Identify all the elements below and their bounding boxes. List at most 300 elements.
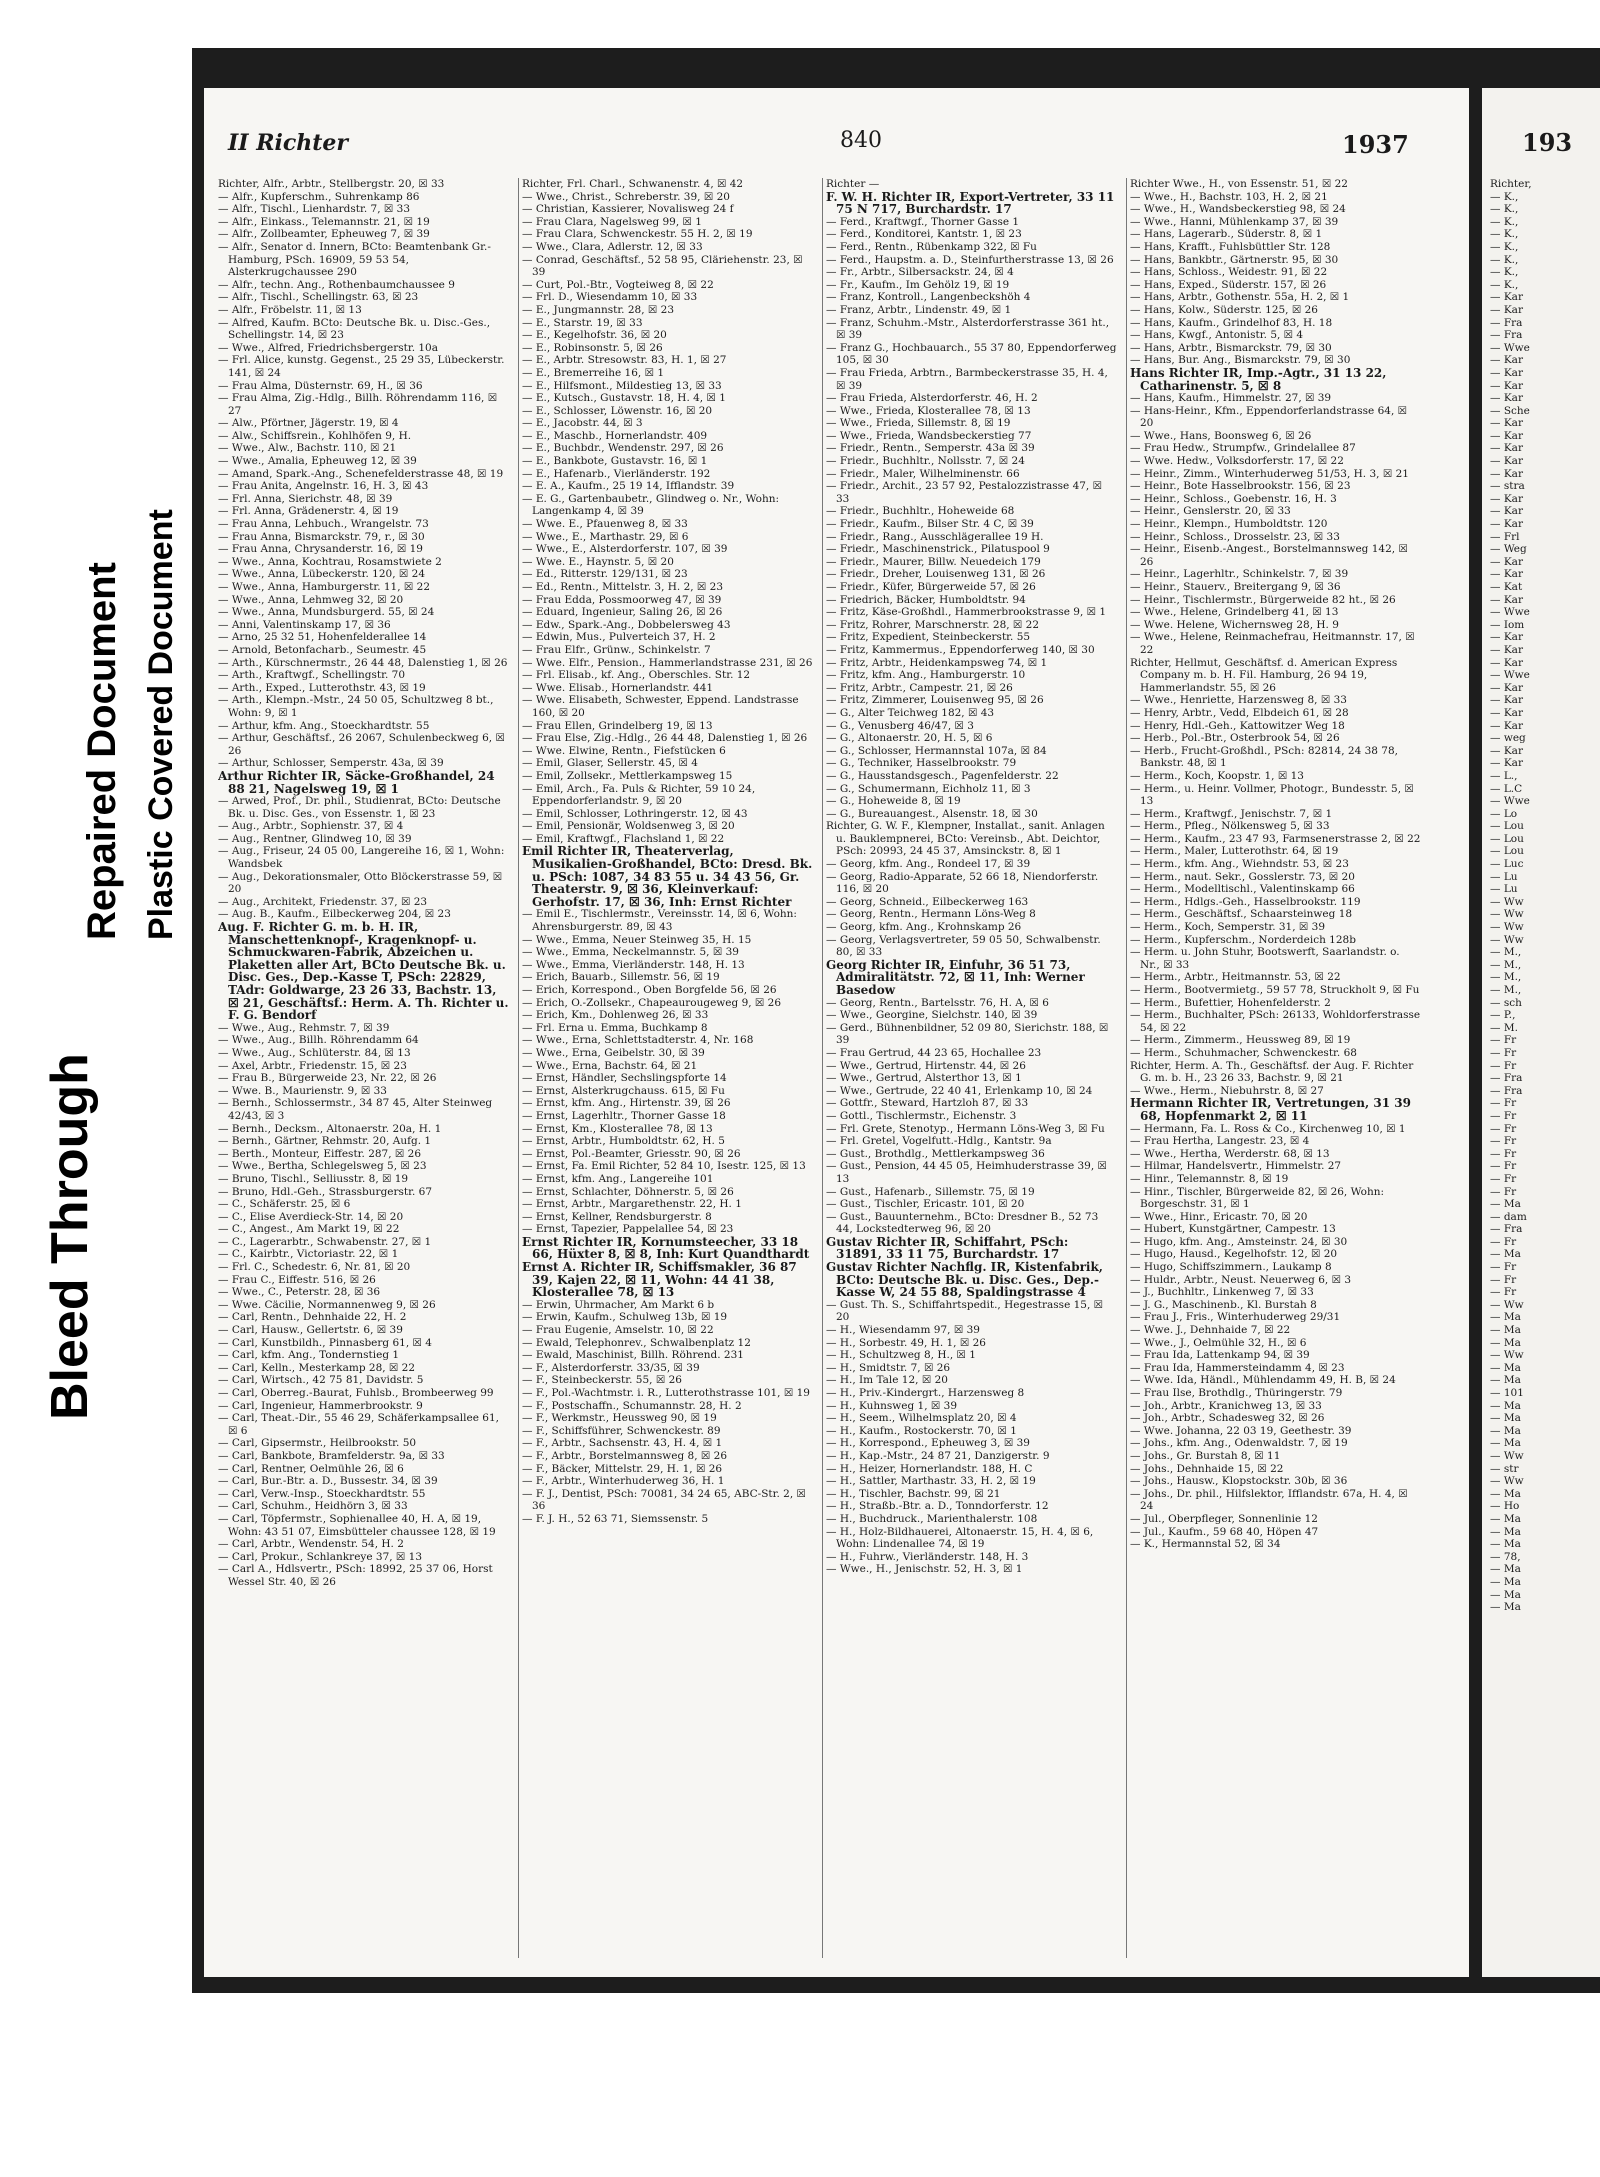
directory-entry: — Wwe. Ida, Händl., Mühlendamm 49, H. B, ☒ 24 bbox=[1130, 1374, 1396, 1387]
directory-entry: — Carl, Hausw., Gellertstr. 6, ☒ 39 bbox=[218, 1324, 403, 1337]
directory-entry: — Heinr., Schloss., Goebenstr. 16, H. 3 bbox=[1130, 492, 1337, 505]
directory-entry: — Emil, Kraftwgf., Flachsland 1, ☒ 22 bbox=[522, 832, 725, 845]
directory-entry: — Herm., Zimmerm., Heussweg 89, ☒ 19 bbox=[1130, 1034, 1351, 1047]
directory-entry: — Carl, Kunstbildh., Pinnasberg 61, ☒ 4 bbox=[218, 1336, 432, 1349]
directory-entry: — Arwed, Prof., Dr. phil., Studienrat, BCto: Deutsche Bk. u. Disc. Ges., von Essenstr. 1, ☒ 23 bbox=[218, 795, 501, 820]
directory-entry: — Frau C., Eiffestr. 516, ☒ 26 bbox=[218, 1273, 376, 1286]
next-page-fragment: — Ww bbox=[1490, 933, 1524, 946]
directory-entry: — Arth., Exped., Lutterothstr. 43, ☒ 19 bbox=[218, 681, 426, 694]
directory-entry: — Ernst, Arbtr., Margarethenstr. 22, H. 1 bbox=[522, 1198, 742, 1211]
directory-entry: — Hans, Kaufm., Grindelhof 83, H. 18 bbox=[1130, 316, 1333, 329]
directory-entry: — Carl, Kelln., Mesterkamp 28, ☒ 22 bbox=[218, 1361, 416, 1374]
next-page-fragment: — K., bbox=[1490, 278, 1519, 291]
next-page-fragment: — Kar bbox=[1490, 744, 1523, 757]
directory-entry: — Curt, Pol.-Btr., Vogteiweg 8, ☒ 22 bbox=[522, 278, 714, 291]
directory-entry: Arthur Richter IR, Säcke-Großhandel, 24 88 21, Nagelsweg 19, ☒ 1 bbox=[218, 768, 495, 796]
plastic-covered-label: Plastic Covered Document bbox=[142, 509, 180, 940]
directory-entry: — Wwe., Gertrud, Alsterthor 13, ☒ 1 bbox=[826, 1072, 1022, 1085]
directory-entry: — Conrad, Geschäftsf., 52 58 95, Cläriehenstr. 23, ☒ 39 bbox=[522, 253, 803, 279]
directory-entry: — Wwe., Hinr., Ericastr. 70, ☒ 20 bbox=[1130, 1210, 1308, 1223]
directory-entry: — Wwe. J., Dehnhaide 7, ☒ 22 bbox=[1130, 1324, 1291, 1337]
directory-entry: — Frau Else, Zig.-Hdlg., 26 44 48, Dalenstieg 1, ☒ 26 bbox=[522, 732, 808, 745]
next-page-fragment: — Fr bbox=[1490, 1135, 1517, 1148]
directory-entry: — Herm., Buchhalter, PSch: 26133, Wohldorferstrasse 54, ☒ 22 bbox=[1130, 1009, 1421, 1034]
next-page-fragment: — Fra bbox=[1490, 1223, 1523, 1236]
directory-entry: — Hans, Exped., Süderstr. 157, ☒ 26 bbox=[1130, 278, 1327, 291]
directory-entry: — Frau Gertrud, 44 23 65, Hochallee 23 bbox=[826, 1046, 1042, 1059]
next-page-fragment: — Kar bbox=[1490, 706, 1523, 719]
next-page-fragment: — Fr bbox=[1490, 1122, 1517, 1135]
next-page-fragment: — Ww bbox=[1490, 908, 1524, 921]
directory-entry: — Carl, Prokur., Schlankreye 37, ☒ 13 bbox=[218, 1550, 423, 1563]
directory-entry: — Wwe., Gertrud, Hirtenstr. 44, ☒ 26 bbox=[826, 1059, 1026, 1072]
directory-entry: — Wwe., Emma, Neuer Steinweg 35, H. 15 bbox=[522, 933, 752, 946]
directory-entry: — Ernst, Händler, Sechslingspforte 14 bbox=[522, 1072, 727, 1085]
directory-entry: — Hermann, Fa. L. Ross & Co., Kirchenweg 10, ☒ 1 bbox=[1130, 1122, 1406, 1135]
directory-entry: — Alw., Pförtner, Jägerstr. 19, ☒ 4 bbox=[218, 417, 399, 430]
page-year: 1937 bbox=[1342, 130, 1409, 159]
next-page-fragment: — Kar bbox=[1490, 643, 1523, 656]
directory-entry: — H., Im Tale 12, ☒ 20 bbox=[826, 1374, 948, 1387]
directory-entry: — H., Korrespond., Epheuweg 3, ☒ 39 bbox=[826, 1437, 1030, 1450]
directory-entry: — Hugo, kfm. Ang., Amsteinstr. 24, ☒ 30 bbox=[1130, 1235, 1348, 1248]
directory-entry: — H., Holz-Bildhauerei, Altonaerstr. 15, H. 4, ☒ 6, Wohn: Lindenallee 74, ☒ 19 bbox=[826, 1525, 1094, 1551]
next-page-fragment: — Ma bbox=[1490, 1311, 1521, 1324]
directory-entry: — Heinr., Bote Hasselbrookstr. 156, ☒ 23 bbox=[1130, 480, 1351, 493]
directory-entry: — Johs., Dr. phil., Hilfslektor, Ifflandstr. 67a, H. 4, ☒ 24 bbox=[1130, 1487, 1408, 1513]
directory-entry: Gustav Richter Nachflg. IR, Kistenfabrik, BCto: Deutsche Bk. u. Disc. Ges., Dep.-Kasse W, 24 55 88, Spaldingstrasse 4 bbox=[826, 1260, 1103, 1300]
directory-entry: — H., Priv.-Kindergrt., Harzensweg 8 bbox=[826, 1387, 1025, 1399]
directory-entry: — Wwe., Hans, Boonsweg 6, ☒ 26 bbox=[1130, 429, 1312, 442]
column-divider bbox=[822, 178, 823, 1958]
next-page-fragment: — Ma bbox=[1490, 1248, 1521, 1261]
directory-entry: — Wwe., Bertha, Schlegelsweg 5, ☒ 23 bbox=[218, 1160, 427, 1173]
directory-entry: — Gust., Bauunternehm., BCto: Dresdner B., 52 73 44, Lockstedterweg 96, ☒ 20 bbox=[826, 1210, 1099, 1236]
directory-entry: — Hans, Lagerarb., Süderstr. 8, ☒ 1 bbox=[1130, 228, 1323, 241]
directory-entry: — Frl. Gretel, Vogelfutt.-Hdlg., Kantstr. 9a bbox=[826, 1135, 1052, 1148]
directory-entry: — Erich, Bauarb., Sillemstr. 56, ☒ 19 bbox=[522, 971, 720, 984]
directory-entry: — G., Bureauangest., Alsenstr. 18, ☒ 30 bbox=[826, 807, 1038, 820]
directory-entry: — K., Hermannstal 52, ☒ 34 bbox=[1130, 1538, 1281, 1551]
next-page-fragment: — Fr bbox=[1490, 1034, 1517, 1047]
next-page-fragment: — stra bbox=[1490, 480, 1525, 493]
next-page-fragment: — Ma bbox=[1490, 1324, 1521, 1337]
next-page-fragment: — Ww bbox=[1490, 895, 1524, 908]
directory-entry: — Erich, Km., Dohlenweg 26, ☒ 33 bbox=[522, 1009, 709, 1022]
next-page-fragments bbox=[1490, 178, 1600, 1614]
directory-entry: — Frau Hedw., Strumpfw., Grindelallee 87 bbox=[1130, 442, 1356, 455]
next-page-fragment: — Ma bbox=[1490, 1374, 1521, 1387]
directory-entry: — Joh., Arbtr., Schadesweg 32, ☒ 26 bbox=[1130, 1412, 1325, 1425]
column-divider bbox=[1126, 178, 1127, 1958]
directory-entry: — Hans, Bur. Ang., Bismarckstr. 79, ☒ 30 bbox=[1130, 354, 1351, 367]
next-page-fragment: — Kar bbox=[1490, 492, 1523, 505]
directory-entry: — Heinr., Lagerhltr., Schinkelstr. 7, ☒ 39 bbox=[1130, 568, 1349, 581]
directory-entry: — Henry, Arbtr., Vedd, Elbdeich 61, ☒ 28 bbox=[1130, 706, 1349, 719]
next-page-fragment: — Fr bbox=[1490, 1109, 1517, 1122]
directory-entry: — H., Sattler, Marthastr. 33, H. 2, ☒ 19 bbox=[826, 1475, 1036, 1488]
directory-entry: — H., Fuhrw., Vierländerstr. 148, H. 3 bbox=[826, 1550, 1029, 1563]
next-page-fragment: — Kar bbox=[1490, 631, 1523, 644]
directory-entry: — Herm., kfm. Ang., Wiehndstr. 53, ☒ 23 bbox=[1130, 858, 1349, 871]
directory-entry: — Frau Frieda, Arbtrn., Barmbeckerstrasse 35, H. 4, ☒ 39 bbox=[826, 366, 1108, 392]
next-page-fragment: — Kar bbox=[1490, 392, 1523, 405]
directory-entry: — Hans, Krafft., Fuhlsbüttler Str. 128 bbox=[1130, 240, 1331, 253]
directory-entry: — Wwe., Alfred, Friedrichsbergerstr. 10a bbox=[218, 341, 438, 354]
directory-entry: — Wwe., Frieda, Wandsbeckerstieg 77 bbox=[826, 429, 1032, 442]
directory-entry: — Wwe., E., Alsterdorferstr. 107, ☒ 39 bbox=[522, 543, 728, 556]
directory-entry: — Frau Ilse, Brothdlg., Thüringerstr. 79 bbox=[1130, 1387, 1343, 1399]
directory-entry: — Heinr., Eisenb.-Angest., Borstelmannsweg 142, ☒ 26 bbox=[1130, 543, 1408, 568]
next-page-fragment: — dam bbox=[1490, 1210, 1527, 1223]
directory-entry: — Arno, 25 32 51, Hohenfelderallee 14 bbox=[218, 631, 427, 644]
directory-entry: — Herm., u. Heinr. Vollmer, Photogr., Bundesstr. 5, ☒ 13 bbox=[1130, 782, 1414, 808]
next-page-fragment: — Kat bbox=[1490, 581, 1523, 593]
directory-entry: — Georg, Radio-Apparate, 52 66 18, Niendorferstr. 116, ☒ 20 bbox=[826, 870, 1099, 896]
next-page-fragment: — Kar bbox=[1490, 681, 1523, 694]
directory-entry: — Alfr., Kupferschm., Suhrenkamp 86 bbox=[218, 190, 420, 203]
directory-entry: — Gottfr., Steward, Hartzloh 87, ☒ 33 bbox=[826, 1097, 1029, 1110]
next-page-fragment: — Kar bbox=[1490, 518, 1523, 531]
directory-entry: — Georg, Rentn., Bartelsstr. 76, H. A, ☒ 6 bbox=[826, 996, 1049, 1009]
next-page-fragment: — Ma bbox=[1490, 1538, 1521, 1551]
next-page-fragment: — Ma bbox=[1490, 1437, 1521, 1450]
directory-entry: — F., Postschaffn., Schumannstr. 28, H. 2 bbox=[522, 1399, 742, 1412]
next-page-fragment: — Ma bbox=[1490, 1361, 1521, 1374]
directory-entry: — Ferd., Kraftwgf., Thorner Gasse 1 bbox=[826, 215, 1020, 228]
directory-entry: — Herm., Bufettier, Hohenfelderstr. 2 bbox=[1130, 996, 1331, 1009]
next-page-fragment: — M., bbox=[1490, 984, 1522, 996]
directory-entry: — Wwe. Hedw., Volksdorferstr. 17, ☒ 22 bbox=[1130, 455, 1344, 468]
next-page-fragment: — Wwe bbox=[1490, 795, 1530, 808]
directory-entry: — Carl, Gipsermstr., Heilbrookstr. 50 bbox=[218, 1437, 417, 1450]
next-page-fragment: — Kar bbox=[1490, 455, 1523, 468]
directory-entry: — Wwe., Hertha, Werderstr. 68, ☒ 13 bbox=[1130, 1147, 1330, 1160]
next-page-fragment: — Kar bbox=[1490, 568, 1523, 581]
directory-entry: — Frau Ida, Lattenkamp 94, ☒ 39 bbox=[1130, 1349, 1310, 1362]
directory-entry: — Friedr., Maurer, Billw. Neuedeich 179 bbox=[826, 555, 1041, 568]
directory-entry: — Gust. Th. S., Schiffahrtspedit., Hegestrasse 15, ☒ 20 bbox=[826, 1298, 1104, 1324]
next-page-fragment: — Ma bbox=[1490, 1588, 1521, 1601]
directory-entry: — E., Jungmannstr. 28, ☒ 23 bbox=[522, 303, 675, 316]
directory-entry: — Frau Frieda, Alsterdorferstr. 46, H. 2 bbox=[826, 392, 1038, 405]
directory-entry: — F., Bäcker, Mittelstr. 29, H. 1, ☒ 26 bbox=[522, 1462, 723, 1475]
directory-entry: — Carl, Schuhm., Heidhörn 3, ☒ 33 bbox=[218, 1500, 408, 1513]
directory-entry: — Fritz, Kammermus., Eppendorferweg 140, ☒ 30 bbox=[826, 643, 1095, 656]
directory-entry: — Wwe., Aug., Billh. Röhrendamm 64 bbox=[218, 1034, 419, 1047]
next-page-fragment: — Kar bbox=[1490, 379, 1523, 392]
directory-entry: — E., Starstr. 19, ☒ 33 bbox=[522, 316, 643, 329]
directory-entry: Hermann Richter IR, Vertretungen, 31 39 68, Hopfenmarkt 2, ☒ 11 bbox=[1130, 1096, 1411, 1123]
next-page-fragment: — Ww bbox=[1490, 1349, 1524, 1362]
directory-entry: — Hinr., Telemannstr. 8, ☒ 19 bbox=[1130, 1172, 1289, 1185]
directory-entry: — Heinr., Zimm., Winterhuderweg 51/53, H. 3, ☒ 21 bbox=[1130, 467, 1409, 480]
next-page-fragment: — Kar bbox=[1490, 354, 1523, 367]
directory-entry: — Carl, Oberreg.-Baurat, Fuhlsb., Brombeerweg 99 bbox=[218, 1387, 494, 1399]
directory-entry: — C., Lagerarbtr., Schwabenstr. 27, ☒ 1 bbox=[218, 1235, 432, 1248]
directory-entry: — Heinr., Klempn., Humboldtstr. 120 bbox=[1130, 518, 1328, 531]
directory-entry: — Aug., Friseur, 24 05 00, Langereihe 16, ☒ 1, Wohn: Wandsbek bbox=[218, 845, 505, 871]
directory-entry: — Wwe., Emma, Neckelmannstr. 5, ☒ 39 bbox=[522, 946, 739, 959]
directory-entry: — H., Seem., Wilhelmsplatz 20, ☒ 4 bbox=[826, 1412, 1017, 1425]
next-page-fragment: — sch bbox=[1490, 996, 1522, 1009]
directory-entry: — Wwe., Aug., Rehmstr. 7, ☒ 39 bbox=[218, 1021, 390, 1034]
directory-entry: — Erich, O.-Zollsekr., Chapeaurougeweg 9, ☒ 26 bbox=[522, 996, 782, 1009]
directory-entry: — Alfr., Tischl., Schellingstr. 63, ☒ 23 bbox=[218, 291, 419, 304]
directory-column-2 bbox=[522, 178, 814, 1958]
directory-entry: — Carl, Bur.-Btr. a. D., Bussestr. 34, ☒ 39 bbox=[218, 1475, 438, 1488]
directory-entry: — Ferd., Haupstm. a. D., Steinfurtherstrasse 13, ☒ 26 bbox=[826, 253, 1114, 266]
directory-entry: — Carl A., Hdlsvertr., PSch: 18992, 25 37 06, Horst Wessel Str. 40, ☒ 26 bbox=[218, 1563, 493, 1588]
directory-entry: — Ewald, Maschinist, Billh. Röhrend. 231 bbox=[522, 1349, 744, 1362]
directory-entry: — Carl, Ingenieur, Hammerbrookstr. 9 bbox=[218, 1399, 423, 1412]
directory-entry: — Carl, Rentn., Dehnhaide 22, H. 2 bbox=[218, 1311, 407, 1324]
directory-entry: — Ernst, kfm. Ang., Hirtenstr. 39, ☒ 26 bbox=[522, 1097, 731, 1110]
directory-entry: — G., Altonaerstr. 20, H. 5, ☒ 6 bbox=[826, 732, 993, 745]
next-page-fragment: — Iom bbox=[1490, 618, 1525, 631]
directory-entry: — Georg, Schneid., Eilbeckerweg 163 bbox=[826, 895, 1029, 908]
directory-entry: — Georg, kfm. Ang., Krohnskamp 26 bbox=[826, 921, 1022, 934]
directory-entry: — E., Bremerreihe 16, ☒ 1 bbox=[522, 366, 665, 379]
directory-entry: — Friedr., Maschinenstrick., Pilatuspool 9 bbox=[826, 543, 1050, 556]
directory-entry: — Bruno, Tischl., Selliusstr. 8, ☒ 19 bbox=[218, 1172, 409, 1185]
directory-entry: — Frau Anna, Lehbuch., Wrangelstr. 73 bbox=[218, 518, 429, 531]
next-page-fragment: — Ma bbox=[1490, 1399, 1521, 1412]
next-page-fragment: — Ma bbox=[1490, 1601, 1521, 1614]
directory-entry: — Herm., Maler, Lutterothstr. 64, ☒ 19 bbox=[1130, 845, 1339, 858]
directory-entry: Richter, G. W. F., Klempner, Installat., sanit. Anlagen u. Bauklempnerei, BCto: Vereinsb., Abt. Deichtor, PSch: 20993, 24 45 37, Amsinckstr. 8, ☒ 1 bbox=[826, 820, 1105, 858]
directory-entry: — Herb., Pol.-Btr., Osterbrook 54, ☒ 26 bbox=[1130, 732, 1340, 745]
next-page-fragment: — K., bbox=[1490, 228, 1519, 241]
next-page-fragment: — M. bbox=[1490, 1021, 1518, 1034]
directory-entry: — Wwe., Georgine, Sielchstr. 140, ☒ 39 bbox=[826, 1009, 1038, 1022]
directory-entry: — Erwin, Kaufm., Schulweg 13b, ☒ 19 bbox=[522, 1311, 728, 1324]
column-divider bbox=[518, 178, 519, 1958]
next-page-fragment: — M., bbox=[1490, 958, 1522, 971]
directory-entry: — Wwe., Henriette, Harzensweg 8, ☒ 33 bbox=[1130, 694, 1347, 707]
directory-entry: — Alfr., techn. Ang., Rothenbaumchaussee 9 bbox=[218, 278, 455, 291]
directory-entry: — Ferd., Konditorei, Kantstr. 1, ☒ 23 bbox=[826, 228, 1022, 241]
next-page-fragment: — Lou bbox=[1490, 845, 1524, 858]
directory-entry: — H., Schultzweg 8, H., ☒ 1 bbox=[826, 1349, 976, 1362]
next-page-fragment: — K., bbox=[1490, 215, 1519, 228]
directory-entry: — F. J., Dentist, PSch: 70081, 34 24 65, ABC-Str. 2, ☒ 36 bbox=[522, 1487, 806, 1513]
next-page-fragment: — K., bbox=[1490, 203, 1519, 216]
directory-entry: — F., Alsterdorferstr. 33/35, ☒ 39 bbox=[522, 1361, 700, 1374]
next-page-fragment: — M., bbox=[1490, 971, 1522, 984]
directory-entry: — Hans, Kolw., Süderstr. 125, ☒ 26 bbox=[1130, 303, 1318, 316]
next-page-fragment: — Lu bbox=[1490, 870, 1518, 883]
directory-entry: — E. G., Gartenbaubetr., Glindweg o. Nr., Wohn: Langenkamp 4, ☒ 39 bbox=[522, 492, 780, 518]
directory-entry: — Alfr., Fröbelstr. 11, ☒ 13 bbox=[218, 303, 362, 316]
directory-entry: — Axel, Arbtr., Friedenstr. 15, ☒ 23 bbox=[218, 1059, 407, 1072]
directory-entry: — Bernh., Gärtner, Rehmstr. 20, Aufg. 1 bbox=[218, 1135, 432, 1148]
directory-entry: — Friedr., Buchhltr., Hoheweide 68 bbox=[826, 505, 1015, 518]
directory-entry: — Arnold, Betonfacharb., Seumestr. 45 bbox=[218, 643, 427, 656]
next-page-fragment: — Lou bbox=[1490, 832, 1524, 845]
next-page-fragment: — Fr bbox=[1490, 1235, 1517, 1248]
directory-entry: — E. A., Kaufm., 25 19 14, Ifflandstr. 39 bbox=[522, 480, 735, 493]
directory-entry: — Herm. u. John Stuhr, Bootswerft, Saarlandstr. o. Nr., ☒ 33 bbox=[1130, 946, 1400, 971]
directory-entry: — Ed., Ritterstr. 129/131, ☒ 23 bbox=[522, 568, 688, 581]
directory-entry: — F., Arbtr., Winterhuderweg 36, H. 1 bbox=[522, 1475, 725, 1488]
directory-entry: — Wwe., Anna, Lübeckerstr. 120, ☒ 24 bbox=[218, 568, 426, 581]
directory-entry: — Friedr., Kaufm., Bilser Str. 4 C, ☒ 39 bbox=[826, 518, 1034, 531]
directory-entry: Richter — bbox=[826, 178, 880, 190]
directory-entry: — Herm., Modelltischl., Valentinskamp 66 bbox=[1130, 883, 1355, 896]
next-page-fragment: — Fr bbox=[1490, 1172, 1517, 1185]
directory-entry: — Emil, Glaser, Sellerstr. 45, ☒ 4 bbox=[522, 757, 698, 770]
next-page-fragment: — Lo bbox=[1490, 807, 1518, 820]
directory-column-1 bbox=[218, 178, 510, 1958]
next-page-fragment: — P., bbox=[1490, 1009, 1516, 1022]
directory-entry: — Wwe., H., Bachstr. 103, H. 2, ☒ 21 bbox=[1130, 190, 1328, 203]
directory-entry: — H., Heizer, Hornerlandstr. 188, H. C bbox=[826, 1462, 1033, 1475]
directory-entry: — Ernst, Kellner, Rendsburgerstr. 8 bbox=[522, 1210, 712, 1223]
directory-entry: — Fr., Kaufm., Im Gehölz 19, ☒ 19 bbox=[826, 278, 1010, 291]
directory-entry: — Frau Anna, Bismarckstr. 79, r., ☒ 30 bbox=[218, 530, 425, 543]
directory-entry: — Frl. Anna, Sierichstr. 48, ☒ 39 bbox=[218, 492, 393, 505]
directory-entry: — Edwin, Mus., Pulverteich 37, H. 2 bbox=[522, 631, 716, 644]
directory-entry: — Frau Alma, Düsternstr. 69, H., ☒ 36 bbox=[218, 379, 423, 392]
directory-entry: — F., Steinbeckerstr. 55, ☒ 26 bbox=[522, 1374, 682, 1387]
directory-entry: — E., Schlosser, Löwenstr. 16, ☒ 20 bbox=[522, 404, 713, 417]
directory-entry: — G., Schumermann, Eichholz 11, ☒ 3 bbox=[826, 782, 1031, 795]
directory-entry: — Carl, Verw.-Insp., Stoeckhardtstr. 55 bbox=[218, 1487, 426, 1500]
directory-entry: — Herm., Kraftwgf., Jenischstr. 7, ☒ 1 bbox=[1130, 807, 1333, 820]
directory-entry: — Wwe., E., Marthastr. 29, ☒ 6 bbox=[522, 530, 689, 543]
directory-entry: — Ernst, Alsterkrugchauss. 615, ☒ Fu bbox=[522, 1084, 725, 1097]
directory-entry: — Bernh., Schlossermstr., 34 87 45, Alter Steinweg 42/43, ☒ 3 bbox=[218, 1097, 493, 1122]
next-page-fragment: — 78, bbox=[1490, 1550, 1521, 1563]
directory-entry: — Alfr., Einkass., Telemannstr. 21, ☒ 19 bbox=[218, 215, 430, 228]
directory-entry: — Ernst, Arbtr., Humboldtstr. 62, H. 5 bbox=[522, 1135, 725, 1148]
directory-entry: — E., Jacobstr. 44, ☒ 3 bbox=[522, 417, 643, 430]
directory-entry: — Arthur, kfm. Ang., Stoeckhardtstr. 55 bbox=[218, 719, 430, 732]
directory-entry: — Wwe. Johanna, 22 03 19, Geethestr. 39 bbox=[1130, 1424, 1352, 1437]
next-page-edge bbox=[1482, 88, 1600, 1977]
next-page-fragment: — Fr bbox=[1490, 1059, 1517, 1072]
directory-entry: — Wwe. Elwine, Rentn., Fiefstücken 6 bbox=[522, 744, 726, 757]
directory-entry: — Wwe. Cäcilie, Normannenweg 9, ☒ 26 bbox=[218, 1298, 436, 1311]
next-page-fragment: — Ma bbox=[1490, 1336, 1521, 1349]
directory-entry: — F., Pol.-Wachtmstr. i. R., Lutterothstrasse 101, ☒ 19 bbox=[522, 1387, 810, 1399]
directory-entry: — F. J. H., 52 63 71, Siemssenstr. 5 bbox=[522, 1512, 709, 1525]
page-header-section: II Richter bbox=[228, 130, 349, 156]
directory-entry: — Ernst, Pol.-Beamter, Griesstr. 90, ☒ 26 bbox=[522, 1147, 741, 1160]
directory-entry: — Hugo, Schiffszimmern., Laukamp 8 bbox=[1130, 1261, 1332, 1274]
directory-entry: — Amand, Spark.-Ang., Schenefelderstrasse 48, ☒ 19 bbox=[218, 467, 504, 480]
directory-entry: — Aug., Architekt, Friedenstr. 37, ☒ 23 bbox=[218, 895, 428, 908]
directory-entry: — Herm., Bootvermietg., 59 57 78, Struckholt 9, ☒ Fu bbox=[1130, 984, 1420, 996]
next-page-fragment: — L., bbox=[1490, 769, 1518, 782]
directory-entry: — E., Hilfsmont., Mildestieg 13, ☒ 33 bbox=[522, 379, 722, 392]
next-page-fragment: — Kar bbox=[1490, 593, 1523, 606]
next-page-fragment: — Kar bbox=[1490, 366, 1523, 379]
directory-entry: — Gust., Brothdlg., Mettlerkampsweg 36 bbox=[826, 1147, 1045, 1160]
directory-entry: F. W. H. Richter IR, Export-Vertreter, 33 11 75 N 717, Burchardstr. 17 bbox=[826, 189, 1115, 217]
next-page-fragment: — Fr bbox=[1490, 1097, 1517, 1110]
next-page-fragment: — Fra bbox=[1490, 1084, 1523, 1097]
directory-entry: — Arth., Kraftwgf., Schellingstr. 70 bbox=[218, 669, 406, 682]
directory-entry: — Alfr., Senator d. Innern, BCto: Beamtenbank Gr.-Hamburg, PSch. 16909, 59 53 54, Alsterkrugchaussee 290 bbox=[218, 240, 491, 279]
directory-entry: — Franz, Schuhm.-Mstr., Alsterdorferstrasse 361 ht., ☒ 39 bbox=[826, 316, 1110, 342]
next-page-fragment: — K., bbox=[1490, 253, 1519, 266]
directory-entry: — Hans-Heinr., Kfm., Eppendorferlandstrasse 64, ☒ 20 bbox=[1130, 404, 1408, 430]
directory-entry: — F., Arbtr., Sachsenstr. 43, H. 4, ☒ 1 bbox=[522, 1437, 723, 1450]
directory-entry: — Frl. C., Schedestr. 6, Nr. 81, ☒ 20 bbox=[218, 1261, 411, 1274]
directory-entry: — Carl, Töpfermstr., Sophienallee 40, H. A, ☒ 19, Wohn: 43 51 07, Eimsbütteler chaussee 128, ☒ 19 bbox=[218, 1512, 496, 1538]
directory-entry: — Jul., Oberpfleger, Sonnenlinie 12 bbox=[1130, 1512, 1318, 1525]
directory-entry: — Friedr., Buchhltr., Nollsstr. 7, ☒ 24 bbox=[826, 455, 1025, 468]
directory-entry: — Frau Anita, Angelnstr. 16, H. 3, ☒ 43 bbox=[218, 480, 429, 493]
directory-entry: — E., Kegelhofstr. 36, ☒ 20 bbox=[522, 329, 667, 342]
directory-entry: — Georg, Verlagsvertreter, 59 05 50, Schwalbenstr. 80, ☒ 33 bbox=[826, 933, 1101, 959]
directory-entry: — Ernst, Km., Klosterallee 78, ☒ 13 bbox=[522, 1122, 713, 1135]
directory-entry: — Herm., Arbtr., Heitmannstr. 53, ☒ 22 bbox=[1130, 971, 1341, 984]
directory-entry: — Wwe., Erna, Geibelstr. 30, ☒ 39 bbox=[522, 1046, 705, 1059]
directory-entry: — Hubert, Kunstgärtner, Campestr. 13 bbox=[1130, 1223, 1336, 1236]
directory-entry: — Herm., Hdlgs.-Geh., Hasselbrookstr. 119 bbox=[1130, 895, 1361, 908]
next-page-fragment: — Fr bbox=[1490, 1185, 1517, 1198]
next-page-fragment: — Ww bbox=[1490, 1298, 1524, 1311]
directory-entry: — Wwe., C., Peterstr. 28, ☒ 36 bbox=[218, 1286, 381, 1299]
next-page-fragment: Richter, bbox=[1490, 178, 1532, 190]
directory-entry: — Bruno, Hdl.-Geh., Strassburgerstr. 67 bbox=[218, 1185, 433, 1198]
directory-entry: — Hans, Bankbtr., Gärtnerstr. 95, ☒ 30 bbox=[1130, 253, 1339, 266]
next-page-fragment: — Fr bbox=[1490, 1273, 1517, 1286]
directory-entry: — Anni, Valentinskamp 17, ☒ 36 bbox=[218, 618, 391, 631]
directory-entry: — Arth., Kürschnermstr., 26 44 48, Dalenstieg 1, ☒ 26 bbox=[218, 656, 508, 669]
next-page-fragment: — Kar bbox=[1490, 757, 1523, 770]
next-page-fragment: — weg bbox=[1490, 732, 1526, 745]
directory-entry: — E., Hafenarb., Vierländerstr. 192 bbox=[522, 467, 711, 480]
directory-entry: — Wwe., Amalia, Epheuweg 12, ☒ 39 bbox=[218, 455, 417, 468]
directory-entry: — Emil E., Tischlermstr., Vereinsstr. 14, ☒ 6, Wohn: Ahrensburgerstr. 89, ☒ 43 bbox=[522, 908, 797, 934]
directory-entry: — Ernst, Fa. Emil Richter, 52 84 10, Isestr. 125, ☒ 13 bbox=[522, 1160, 806, 1173]
directory-entry: — Friedr., Dreher, Louisenweg 131, ☒ 26 bbox=[826, 568, 1046, 581]
directory-entry: — Emil, Schlosser, Lothringerstr. 12, ☒ 43 bbox=[522, 807, 748, 820]
next-page-fragment: — Ma bbox=[1490, 1487, 1521, 1500]
directory-entry: — Herm., Kaufm., 23 47 93, Farmsenerstrasse 2, ☒ 22 bbox=[1130, 832, 1421, 845]
directory-entry: — Hans, Arbtr., Gothenstr. 55a, H. 2, ☒ 1 bbox=[1130, 291, 1350, 304]
next-page-fragment: — Lou bbox=[1490, 820, 1524, 833]
directory-entry: — Frau Eugenie, Amselstr. 10, ☒ 22 bbox=[522, 1324, 714, 1337]
page-header bbox=[204, 88, 1469, 158]
next-page-fragment: — Ma bbox=[1490, 1575, 1521, 1588]
directory-entry: — Carl, Theat.-Dir., 55 46 29, Schäferkampsallee 61, ☒ 6 bbox=[218, 1412, 499, 1437]
directory-entry: — Wwe. B., Maurienstr. 9, ☒ 33 bbox=[218, 1084, 387, 1097]
directory-page bbox=[204, 88, 1469, 1977]
directory-entry: Richter Wwe., H., von Essenstr. 51, ☒ 22 bbox=[1130, 178, 1348, 190]
directory-entry: — Emil, Zollsekr., Mettlerkampsweg 15 bbox=[522, 769, 733, 782]
directory-entry: — Fritz, kfm. Ang., Hamburgerstr. 10 bbox=[826, 669, 1026, 682]
directory-entry: — Herm., Geschäftsf., Schaarsteinweg 18 bbox=[1130, 908, 1353, 921]
next-page-fragment: — Ma bbox=[1490, 1512, 1521, 1525]
directory-entry: — Georg, Rentn., Hermann Löns-Weg 8 bbox=[826, 908, 1036, 921]
directory-entry: — Aug., Arbtr., Sophienstr. 37, ☒ 4 bbox=[218, 820, 404, 833]
next-page-fragment: — Ww bbox=[1490, 921, 1524, 934]
directory-entry: — H., Smidtstr. 7, ☒ 26 bbox=[826, 1361, 951, 1374]
directory-entry: — Frau Clara, Nagelsweg 99, ☒ 1 bbox=[522, 215, 702, 228]
directory-entry: — E., Buchbdr., Wendenstr. 297, ☒ 26 bbox=[522, 442, 724, 455]
directory-entry: — Wwe., Christ., Schreberstr. 39, ☒ 20 bbox=[522, 190, 730, 203]
directory-entry: — Johs., Hausw., Klopstockstr. 30b, ☒ 36 bbox=[1130, 1475, 1348, 1488]
next-page-fragment: — Ho bbox=[1490, 1500, 1520, 1513]
next-page-fragment: — Luc bbox=[1490, 858, 1524, 871]
directory-entry: — H., Tischler, Bachstr. 99, ☒ 21 bbox=[826, 1487, 1001, 1500]
directory-entry: — Gust., Tischler, Ericastr. 101, ☒ 20 bbox=[826, 1198, 1025, 1211]
